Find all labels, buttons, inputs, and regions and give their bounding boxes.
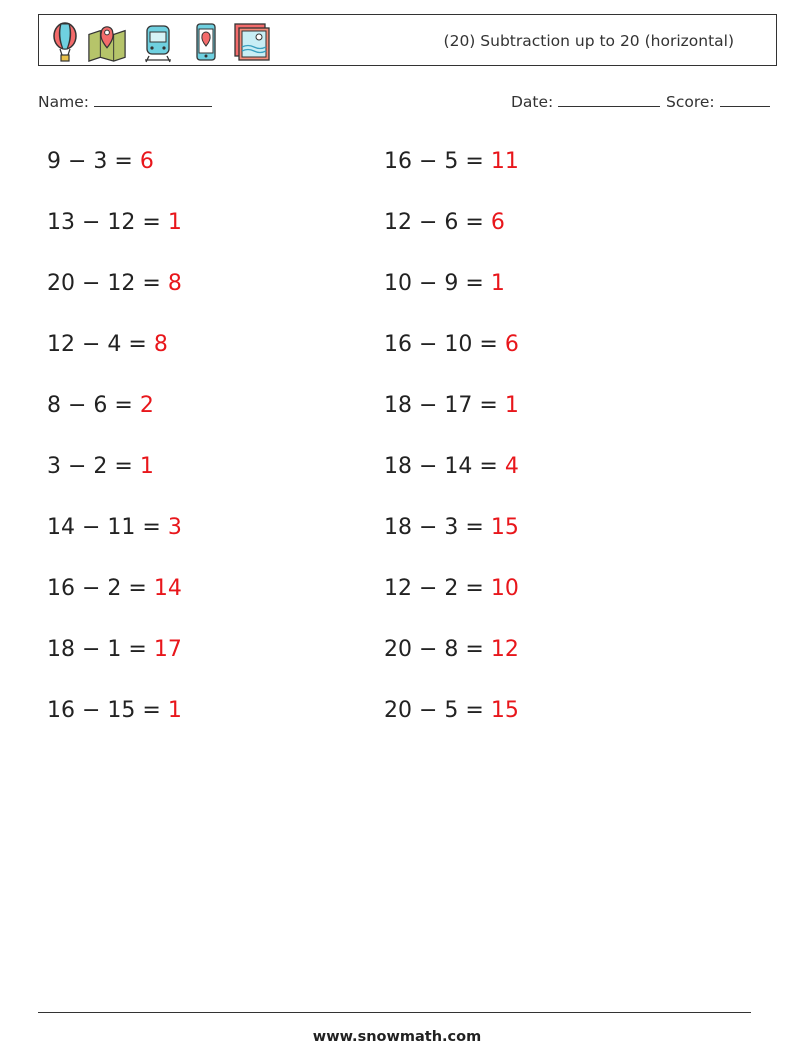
problem-answer: 6 (504, 332, 519, 357)
problem-left-3 (47, 271, 182, 296)
problem-expression: 12 − 4 = (47, 332, 154, 357)
problem-answer: 1 (167, 210, 182, 235)
score-label: Score: (666, 93, 715, 111)
problem-answer: 8 (153, 332, 168, 357)
problem-left-8 (47, 576, 182, 601)
problem-right-6 (384, 454, 519, 479)
problem-right-7 (384, 515, 519, 540)
problem-left-10 (47, 698, 182, 723)
problem-answer: 15 (490, 698, 519, 723)
problem-answer: 4 (504, 454, 519, 479)
problem-expression: 16 − 15 = (47, 698, 168, 723)
problem-answer: 1 (139, 454, 154, 479)
problem-answer: 10 (490, 576, 519, 601)
problem-right-3 (384, 271, 505, 296)
problem-left-1 (47, 149, 154, 174)
problem-answer: 1 (490, 271, 505, 296)
problem-expression: 13 − 12 = (47, 210, 168, 235)
problem-expression: 20 − 8 = (384, 637, 491, 662)
problem-answer: 2 (139, 393, 154, 418)
problem-expression: 18 − 1 = (47, 637, 154, 662)
problem-right-4 (384, 332, 519, 357)
problem-answer: 8 (167, 271, 182, 296)
problem-answer: 15 (490, 515, 519, 540)
score-field (666, 92, 770, 111)
problem-answer: 11 (490, 149, 519, 174)
problem-expression: 18 − 17 = (384, 393, 505, 418)
problem-right-1 (384, 149, 519, 174)
problem-expression: 16 − 5 = (384, 149, 491, 174)
problem-expression: 12 − 6 = (384, 210, 491, 235)
problem-left-5 (47, 393, 154, 418)
map-pin-icon (87, 22, 127, 64)
problem-expression: 8 − 6 = (47, 393, 140, 418)
problem-expression: 18 − 14 = (384, 454, 505, 479)
problem-left-4 (47, 332, 168, 357)
problem-expression: 14 − 11 = (47, 515, 168, 540)
problem-answer: 1 (504, 393, 519, 418)
problem-left-9 (47, 637, 182, 662)
footer-site: www.snowmath.com (312, 1029, 482, 1045)
tram-icon (139, 22, 179, 64)
problem-answer: 17 (153, 637, 182, 662)
problem-left-6 (47, 454, 154, 479)
problem-right-10 (384, 698, 519, 723)
problem-expression: 20 − 12 = (47, 271, 168, 296)
problem-answer: 1 (167, 698, 182, 723)
problem-right-5 (384, 393, 519, 418)
problem-answer: 6 (490, 210, 505, 235)
footer-divider (38, 1012, 751, 1013)
problem-expression: 16 − 2 = (47, 576, 154, 601)
problem-expression: 9 − 3 = (47, 149, 140, 174)
problem-expression: 18 − 3 = (384, 515, 491, 540)
name-label: Name: (38, 93, 89, 111)
problem-expression: 16 − 10 = (384, 332, 505, 357)
problem-answer: 12 (490, 637, 519, 662)
problem-right-8 (384, 576, 519, 601)
date-blank (558, 92, 660, 107)
problem-right-2 (384, 210, 505, 235)
worksheet-header (38, 14, 777, 66)
problem-expression: 3 − 2 = (47, 454, 140, 479)
picture-frame-icon (233, 22, 273, 64)
name-blank (94, 92, 212, 107)
problem-answer: 6 (139, 149, 154, 174)
problem-left-7 (47, 515, 182, 540)
problem-expression: 20 − 5 = (384, 698, 491, 723)
problem-left-2 (47, 210, 182, 235)
problem-answer: 3 (167, 515, 182, 540)
name-field (38, 92, 212, 111)
date-label: Date: (511, 93, 554, 111)
problem-right-9 (384, 637, 519, 662)
score-blank (720, 92, 770, 107)
problem-expression: 12 − 2 = (384, 576, 491, 601)
problem-expression: 10 − 9 = (384, 271, 491, 296)
phone-location-icon (187, 22, 227, 64)
hot-air-balloon-icon (49, 22, 89, 64)
date-field (511, 92, 660, 111)
problem-answer: 14 (153, 576, 182, 601)
worksheet-title: (20) Subtraction up to 20 (horizontal) (443, 32, 734, 50)
